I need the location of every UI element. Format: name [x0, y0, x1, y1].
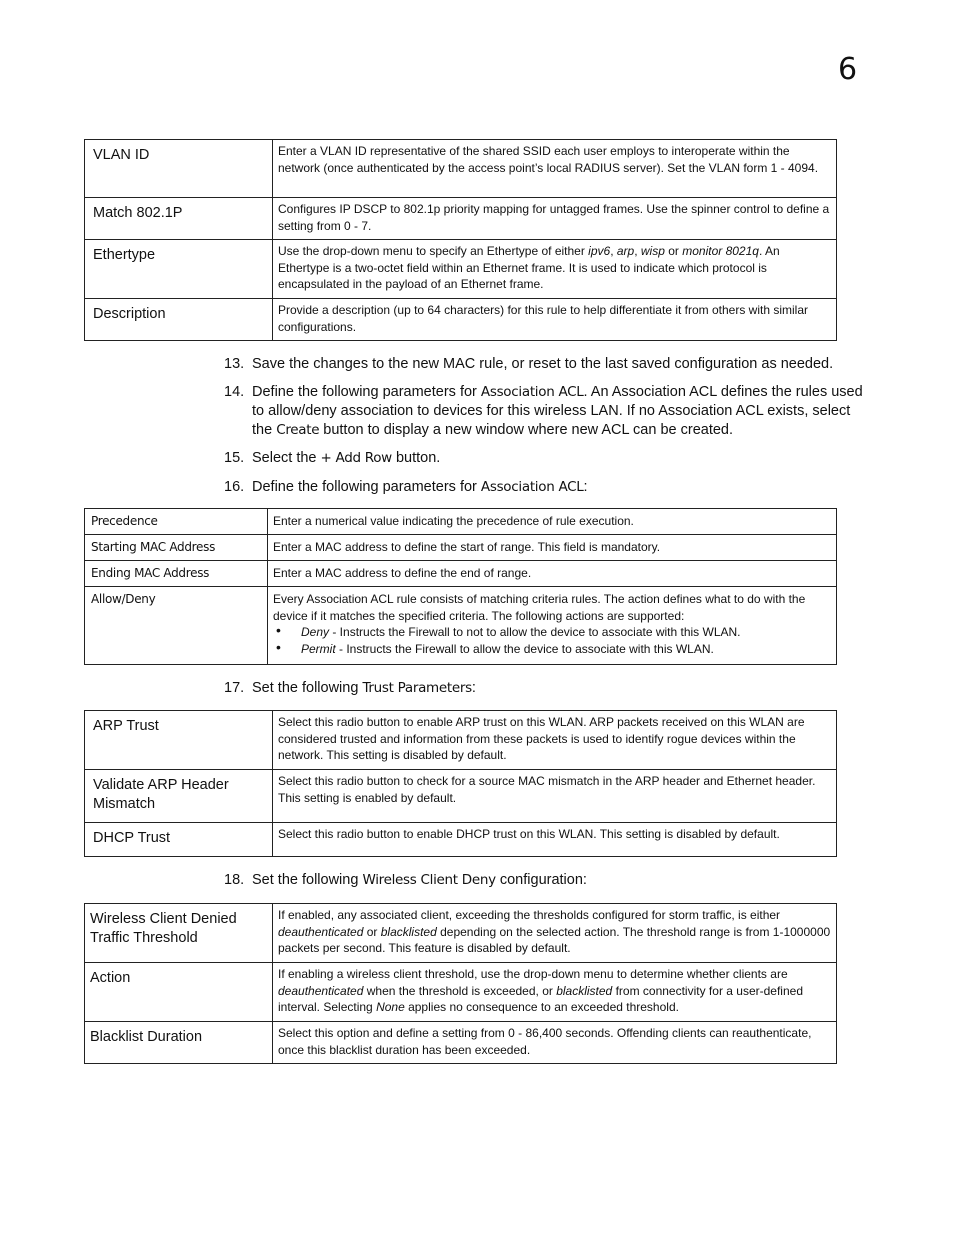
param-description: Enter a MAC address to define the end of range.: [268, 561, 837, 587]
table-row: [85, 904, 837, 963]
table-row: [85, 198, 837, 240]
table-row: [85, 587, 837, 665]
step-17: [224, 679, 870, 698]
param-label: Allow/Deny: [85, 587, 268, 665]
step-text: Select the + Add Row button.: [252, 450, 441, 466]
step-number: 14.: [224, 384, 245, 400]
list-item: • Permit - Instructs the Firewall to allow the device to associate with this WLAN.: [273, 641, 831, 658]
step-14: [224, 383, 870, 440]
param-description: Enter a numerical value indicating the precedence of rule execution.: [268, 509, 837, 535]
step-number: 15.: [224, 450, 245, 466]
param-label: Wireless Client Denied Traffic Threshold: [85, 904, 273, 963]
param-description: Every Association ACL rule consists of matching criteria rules. The action defines what to do with the device if it matches the specified criteria. The following actions are supported: • Deny - Instructs the Firewall to not to allow the device to associate with this WLAN. • Permit - Instructs the Firewall to allow the device to associate with this WLAN.: [268, 587, 837, 665]
trust-parameters-table: [84, 710, 837, 857]
table-row: [85, 770, 837, 823]
param-description: Use the drop-down menu to specify an Ethertype of either ipv6, arp, wisp or monitor 8021q. An Ethertype is a two-octet field within an Ethernet frame. It is used to indicate which protocol is encapsulated in the payload of an Ethernet frame.: [273, 240, 837, 299]
step-13: [224, 355, 870, 374]
param-label: Precedence: [85, 509, 268, 535]
param-label: Action: [85, 963, 273, 1022]
table-row: [85, 561, 837, 587]
table-row: [85, 509, 837, 535]
step-text: Set the following Wireless Client Deny configuration:: [252, 872, 587, 888]
step-number: 17.: [224, 680, 245, 696]
step-number: 16.: [224, 479, 245, 495]
step-text: Save the changes to the new MAC rule, or reset to the last saved configuration as needed.: [252, 356, 834, 372]
table-row: [85, 140, 837, 198]
table-row: [85, 535, 837, 561]
table-row: [85, 823, 837, 857]
param-description: If enabled, any associated client, exceeding the thresholds configured for storm traffic, is either deauthenticated or blacklisted depending on the selected action. The threshold range is from 1-1000000 packets per second. This feature is disabled by default.: [273, 904, 837, 963]
param-description: Provide a description (up to 64 characters) for this rule to help differentiate it from others with similar configurations.: [273, 299, 837, 341]
param-description: Select this radio button to enable DHCP trust on this WLAN. This setting is disabled by default.: [273, 823, 837, 857]
param-label: Ethertype: [85, 240, 273, 299]
param-label: Starting MAC Address: [85, 535, 268, 561]
procedure-steps: [224, 355, 870, 497]
param-label: Match 802.1P: [85, 198, 273, 240]
param-description: Select this radio button to enable ARP trust on this WLAN. ARP packets received on this WLAN are considered trusted and information from these packets is used to identify rogue devices within the network. This setting is disabled by default.: [273, 711, 837, 770]
param-description: Enter a MAC address to define the start of range. This field is mandatory.: [268, 535, 837, 561]
page-number: 6: [838, 52, 858, 87]
param-description: Select this radio button to check for a source MAC mismatch in the ARP header and Ethernet header. This setting is enabled by default.: [273, 770, 837, 823]
table-row: [85, 299, 837, 341]
param-label: VLAN ID: [85, 140, 273, 198]
param-label: Blacklist Duration: [85, 1022, 273, 1064]
param-description: Enter a VLAN ID representative of the shared SSID each user employs to interoperate within the network (once authenticated by the access point’s local RADIUS server). Set the VLAN form 1 - 4094.: [273, 140, 837, 198]
wireless-client-deny-table: [84, 903, 837, 1064]
param-description: If enabling a wireless client threshold, use the drop-down menu to determine whether clients are deauthenticated when the threshold is exceeded, or blacklisted from connectivity for a user-defined interval. Selecting None applies no consequence to an exceeded threshold.: [273, 963, 837, 1022]
param-label: Validate ARP Header Mismatch: [85, 770, 273, 823]
procedure-steps: [224, 679, 870, 698]
step-text: Define the following parameters for Association ACL:: [252, 479, 588, 495]
param-description: Configures IP DSCP to 802.1p priority mapping for untagged frames. Use the spinner control to define a setting from 0 - 7.: [273, 198, 837, 240]
param-label: ARP Trust: [85, 711, 273, 770]
step-15: [224, 449, 870, 468]
param-label: Description: [85, 299, 273, 341]
action-list: [273, 624, 831, 657]
step-16: [224, 478, 870, 497]
step-number: 18.: [224, 872, 245, 888]
step-18: [224, 871, 870, 890]
table-row: [85, 1022, 837, 1064]
mac-rule-parameters-table: [84, 139, 837, 341]
step-text: Define the following parameters for Association ACL. An Association ACL defines the rules used to allow/deny association to devices for this wireless LAN. If no Association ACL exists, select the Create button to display a new window where new ACL can be created.: [252, 384, 863, 438]
table-row: [85, 711, 837, 770]
association-acl-table: [84, 508, 837, 665]
step-number: 13.: [224, 356, 245, 372]
procedure-steps: [224, 871, 870, 890]
param-label: DHCP Trust: [85, 823, 273, 857]
step-text: Set the following Trust Parameters:: [252, 680, 476, 696]
table-row: [85, 240, 837, 299]
table-row: [85, 963, 837, 1022]
param-label: Ending MAC Address: [85, 561, 268, 587]
param-description: Select this option and define a setting from 0 - 86,400 seconds. Offending clients can reauthenticate, once this blacklist duration has been exceeded.: [273, 1022, 837, 1064]
list-item: • Deny - Instructs the Firewall to not to allow the device to associate with this WLAN.: [273, 624, 831, 641]
